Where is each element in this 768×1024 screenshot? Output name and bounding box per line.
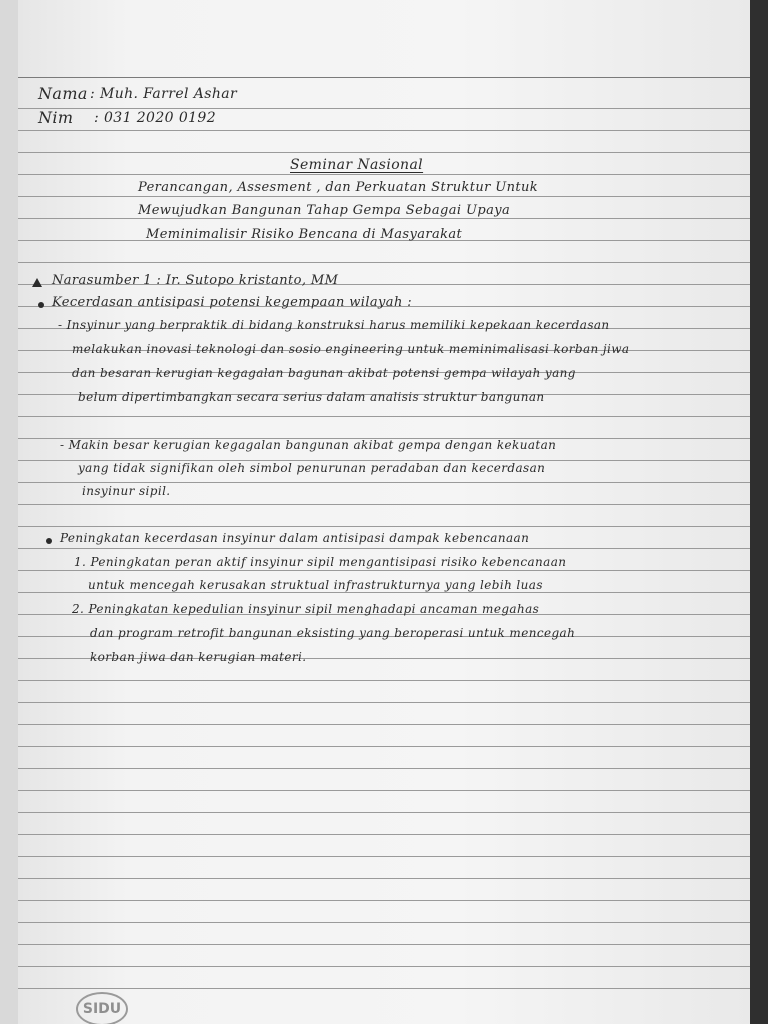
seminar-title: Seminar Nasional: [290, 157, 424, 173]
sidu-logo: SIDU: [76, 992, 128, 1024]
section1-para2-line1: - Makin besar kerugian kegagalan bangunan akibat gempa dengan kekuatan: [60, 438, 557, 452]
section2-item2-line3: korban jiwa dan kerugian materi.: [90, 650, 307, 664]
section1-para1-line1: - Insyinur yang berpraktik di bidang konstruksi harus memiliki kepekaan kecerdasan: [58, 318, 610, 332]
title-line-1: Perancangan, Assesment , dan Perkuatan Struktur Untuk: [138, 180, 539, 195]
section1-heading: Kecerdasan antisipasi potensi kegempaan wilayah :: [52, 295, 413, 310]
nim-label: Nim: [38, 108, 74, 127]
paper-shadow-right: [750, 0, 768, 1024]
paper-shadow-left: [0, 0, 18, 1024]
section1-para1-line4: belum dipertimbangkan secara serius dalam analisis struktur bangunan: [78, 390, 545, 404]
section2-item1-line2: untuk mencegah kerusakan struktual infrastrukturnya yang lebih luas: [88, 578, 543, 592]
section2-item1-line1: 1. Peningkatan peran aktif insyinur sipil mengantisipasi risiko kebencanaan: [74, 555, 567, 569]
section1-para1-line3: dan besaran kerugian kegagalan bagunan akibat potensi gempa wilayah yang: [72, 366, 576, 380]
triangle-bullet-icon: [32, 278, 42, 287]
title-line-2: Mewujudkan Bangunan Tahap Gempa Sebagai Upaya: [138, 203, 511, 218]
bullet-dot-icon: [46, 538, 52, 544]
notebook-page: [18, 0, 750, 1024]
section1-para1-line2: melakukan inovasi teknologi dan sosio engineering untuk meminimalisasi korban jiwa: [72, 342, 630, 356]
section2-item2-line1: 2. Peningkatan kepedulian insyinur sipil menghadapi ancaman megahas: [72, 602, 540, 616]
title-line-3: Meminimalisir Risiko Bencana di Masyarakat: [146, 227, 463, 242]
nim-value: : 031 2020 0192: [94, 110, 217, 126]
nama-label: Nama: [38, 84, 88, 103]
narasumber: Narasumber 1 : Ir. Sutopo kristanto, MM: [52, 273, 339, 288]
section1-para2-line3: insyinur sipil.: [82, 484, 171, 498]
section2-item2-line2: dan program retrofit bangunan eksisting yang beroperasi untuk mencegah: [90, 626, 576, 640]
nama-value: : Muh. Farrel Ashar: [90, 86, 238, 102]
bullet-dot-icon: [38, 302, 44, 308]
section1-para2-line2: yang tidak signifikan oleh simbol penurunan peradaban dan kecerdasan: [78, 461, 546, 475]
section2-heading: Peningkatan kecerdasan insyinur dalam antisipasi dampak kebencanaan: [60, 531, 530, 545]
